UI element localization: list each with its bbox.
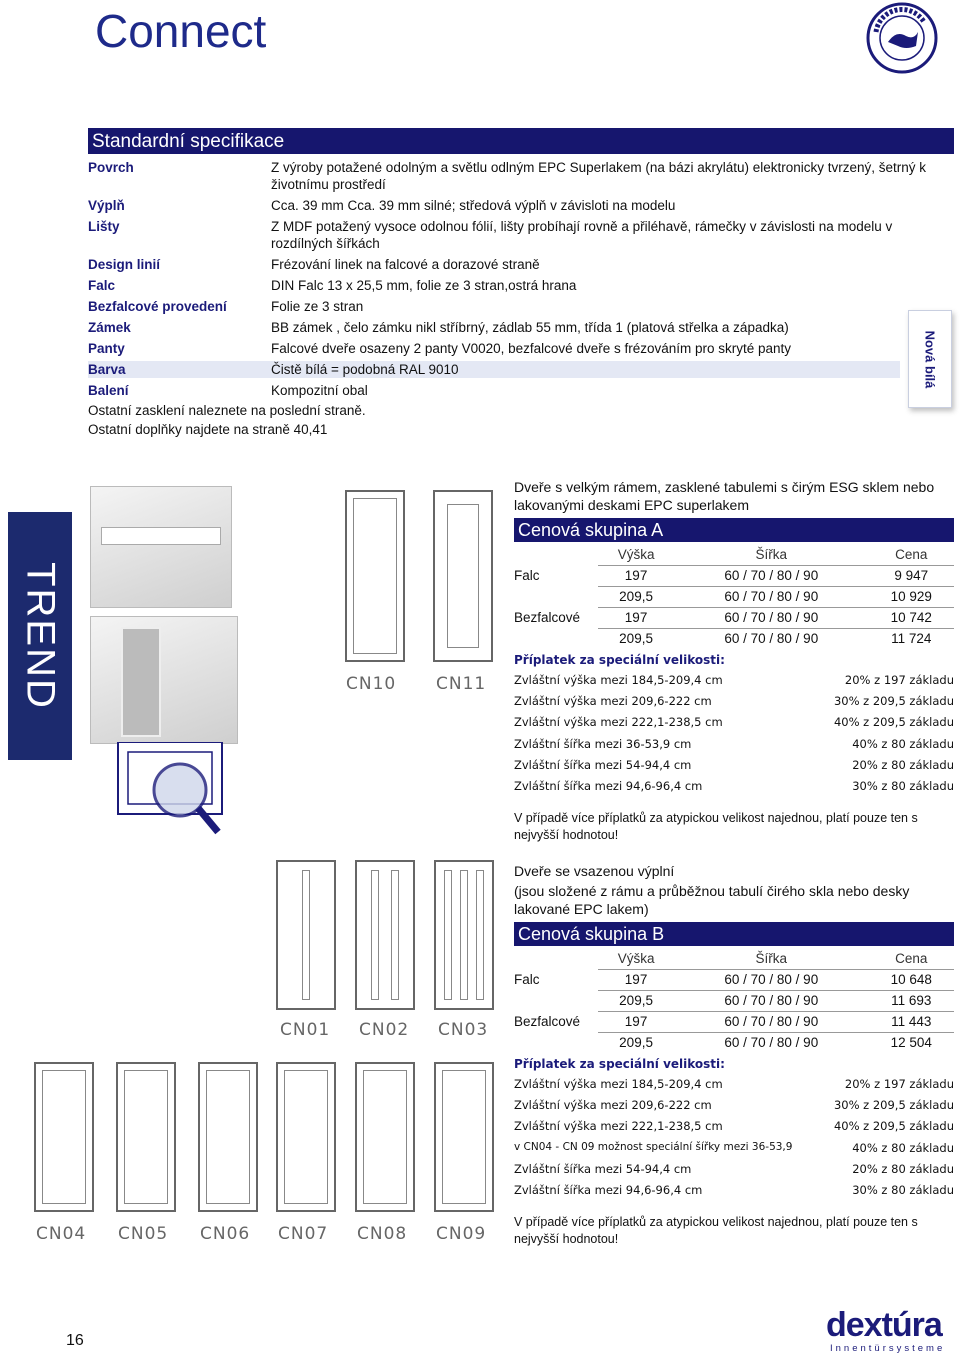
logo-tagline: Innentürsysteme bbox=[830, 1343, 946, 1354]
spec-key: Falc bbox=[88, 278, 116, 293]
group-b-footnote: V případě více příplatků za atypickou velikost najednou, platí pouze ten s nejvyšší hodnotou! bbox=[514, 1215, 918, 1247]
surcharge-label: Zvláštní výška mezi 209,6-222 cm bbox=[514, 1098, 712, 1113]
spec-row-listy bbox=[88, 218, 954, 252]
page-title: Connect bbox=[95, 5, 267, 57]
group-b-price-table bbox=[514, 948, 954, 1053]
surcharge-row bbox=[514, 1119, 954, 1140]
spec-value: Folie ze 3 stran bbox=[271, 299, 364, 314]
group-b-heading: Cenová skupina B bbox=[514, 922, 954, 946]
spec-value: Frézování linek na falcové a dorazové straně bbox=[271, 257, 540, 272]
surcharge-label: Zvláštní šířka mezi 94,6-96,4 cm bbox=[514, 1182, 703, 1197]
surcharge-label: Zvláštní výška mezi 222,1-238,5 cm bbox=[514, 1119, 723, 1134]
col-width: Šířka bbox=[755, 546, 788, 562]
surcharge-value: 40% z 80 základu bbox=[852, 736, 954, 751]
row-type bbox=[514, 628, 598, 649]
row-height: 197 bbox=[598, 1011, 674, 1032]
spec-row-panty bbox=[88, 340, 954, 357]
row-width: 60 / 70 / 80 / 90 bbox=[674, 1011, 868, 1032]
spec-note-accessories: Ostatní doplňky najdete na straně 40,41 bbox=[88, 422, 328, 437]
table-row bbox=[514, 565, 954, 586]
surcharge-row bbox=[514, 1098, 954, 1119]
row-type: Bezfalcové bbox=[514, 610, 581, 625]
door-drawing-cn01 bbox=[276, 860, 336, 1010]
group-a-footnote: V případě více příplatků za atypickou velikost najednou, platí pouze ten s nejvyšší hodnotou! bbox=[514, 811, 918, 843]
spec-value: Kompozitní obal bbox=[271, 383, 368, 398]
table-header-row bbox=[514, 544, 954, 565]
surcharge-label: Zvláštní výška mezi 184,5-209,4 cm bbox=[514, 1077, 723, 1091]
new-white-badge bbox=[908, 310, 952, 408]
door-label-cn06: CN06 bbox=[200, 1224, 251, 1244]
table-row bbox=[514, 1032, 954, 1053]
surcharge-row bbox=[514, 694, 954, 715]
row-type bbox=[514, 990, 598, 1011]
col-height: Výška bbox=[617, 546, 655, 562]
surcharge-row bbox=[514, 1141, 954, 1162]
row-width: 60 / 70 / 80 / 90 bbox=[674, 565, 868, 586]
spec-note-glazing: Ostatní zasklení naleznete na poslední straně. bbox=[88, 403, 366, 418]
surcharge-row bbox=[514, 1162, 954, 1183]
surcharge-label: Zvláštní šířka mezi 54-94,4 cm bbox=[514, 757, 692, 772]
surcharge-value: 30% z 209,5 základu bbox=[833, 694, 954, 709]
table-row bbox=[514, 990, 954, 1011]
surcharge-row bbox=[514, 779, 954, 800]
spec-row-design bbox=[88, 256, 954, 273]
surcharge-value: 40% z 80 základu bbox=[852, 1140, 954, 1155]
row-height: 209,5 bbox=[598, 586, 674, 607]
row-width: 60 / 70 / 80 / 90 bbox=[674, 990, 868, 1011]
surcharge-value: 30% z 80 základu bbox=[852, 1182, 954, 1197]
spec-row-povrch bbox=[88, 159, 954, 193]
group-a-intro: Dveře s velkým rámem, zasklené tabulemi s čirým ESG sklem nebo lakovanými deskami EPC superlakem bbox=[514, 479, 935, 513]
price-group-a bbox=[514, 478, 954, 844]
door-drawing-cn06 bbox=[198, 1062, 258, 1212]
door-label-cn04: CN04 bbox=[36, 1224, 87, 1244]
row-width: 60 / 70 / 80 / 90 bbox=[674, 969, 868, 990]
surcharge-label: Zvláštní šířka mezi 36-53,9 cm bbox=[514, 736, 692, 751]
row-width: 60 / 70 / 80 / 90 bbox=[674, 1032, 868, 1053]
door-drawing-cn02 bbox=[355, 860, 415, 1010]
row-type: Falc bbox=[514, 972, 540, 987]
row-height: 209,5 bbox=[598, 628, 674, 649]
door-label-cn07: CN07 bbox=[278, 1224, 329, 1244]
group-b-intro-detail: (jsou složené z rámu a průběžnou tabulí čirého skla nebo desky lakované EPC lakem) bbox=[514, 883, 910, 917]
row-height: 197 bbox=[598, 607, 674, 628]
surcharge-value: 30% z 209,5 základu bbox=[833, 1098, 954, 1113]
door-label-cn02: CN02 bbox=[359, 1020, 410, 1040]
door-drawing-cn09 bbox=[434, 1062, 494, 1212]
surcharge-title: Příplatek za speciální velikosti: bbox=[514, 1057, 725, 1071]
page-number: 16 bbox=[66, 1332, 84, 1349]
row-price: 11 724 bbox=[868, 628, 954, 649]
door-label-cn09: CN09 bbox=[436, 1224, 487, 1244]
table-row bbox=[514, 969, 954, 990]
spec-key: Design linií bbox=[88, 257, 161, 272]
door-drawing-cn03 bbox=[434, 860, 494, 1010]
row-price: 12 504 bbox=[868, 1032, 954, 1053]
door-label-cn01: CN01 bbox=[280, 1020, 331, 1040]
door-drawing-cn08 bbox=[355, 1062, 415, 1212]
magnifier-illustration bbox=[100, 742, 240, 842]
table-row bbox=[514, 607, 954, 628]
row-width: 60 / 70 / 80 / 90 bbox=[674, 628, 868, 649]
spec-key: Barva bbox=[88, 362, 126, 377]
row-height: 197 bbox=[598, 565, 674, 586]
surcharge-value: 20% z 80 základu bbox=[852, 1161, 954, 1176]
row-type: Bezfalcové bbox=[514, 1014, 581, 1029]
door-drawing-cn04 bbox=[34, 1062, 94, 1212]
row-price: 10 929 bbox=[868, 586, 954, 607]
surcharge-value: 20% z 197 základu bbox=[844, 673, 954, 687]
spec-value: Z výroby potažené odolným a světlu odlným EPC Superlakem (na bázi akrylátu) elektronicky tvrzený, šetrný k životnímu prostředí bbox=[271, 160, 927, 192]
spec-row-falc bbox=[88, 277, 954, 294]
table-row bbox=[514, 628, 954, 649]
door-label-cn03: CN03 bbox=[438, 1020, 489, 1040]
spec-key: Panty bbox=[88, 341, 125, 356]
col-width: Šířka bbox=[755, 950, 788, 966]
surcharge-value: 30% z 80 základu bbox=[852, 778, 954, 793]
row-type bbox=[514, 586, 598, 607]
surcharge-title: Příplatek za speciální velikosti: bbox=[514, 653, 725, 667]
row-height: 209,5 bbox=[598, 990, 674, 1011]
trend-label: TREND bbox=[18, 562, 63, 710]
dextura-logo: dextúra bbox=[826, 1306, 942, 1344]
row-width: 60 / 70 / 80 / 90 bbox=[674, 607, 868, 628]
surcharge-row bbox=[514, 715, 954, 736]
spec-key: Povrch bbox=[88, 160, 134, 175]
surcharge-label: Zvláštní výška mezi 184,5-209,4 cm bbox=[514, 673, 723, 687]
surcharge-row bbox=[514, 758, 954, 779]
spec-value: Cca. 39 mm Cca. 39 mm silné; středová výplň v závisloti na modelu bbox=[271, 198, 676, 213]
spec-section bbox=[88, 128, 954, 439]
detail-photo-glass bbox=[90, 616, 238, 744]
door-drawing-cn10 bbox=[345, 490, 405, 662]
spec-key: Zámek bbox=[88, 320, 131, 335]
table-row bbox=[514, 1011, 954, 1032]
row-price: 10 742 bbox=[868, 607, 954, 628]
spec-row-barva bbox=[88, 361, 900, 378]
spec-key: Bezfalcové provedení bbox=[88, 299, 227, 314]
group-a-price-table bbox=[514, 544, 954, 649]
col-height: Výška bbox=[617, 950, 655, 966]
spec-value: Falcové dveře osazeny 2 panty V0020, bezfalcové dveře s frézováním pro skryté panty bbox=[271, 341, 792, 356]
surcharge-label: v CN04 - CN 09 možnost speciální šířky mezi 36-53,9 bbox=[514, 1140, 793, 1153]
surcharge-label: Zvláštní výška mezi 222,1-238,5 cm bbox=[514, 715, 723, 730]
surcharge-value: 20% z 197 základu bbox=[844, 1077, 954, 1091]
spec-row-baleni bbox=[88, 382, 954, 399]
row-type: Falc bbox=[514, 568, 540, 583]
detail-photo-frame bbox=[90, 486, 232, 608]
row-height: 197 bbox=[598, 969, 674, 990]
spec-value: Z MDF potažený vysoce odolnou fólií, lišty probíhají rovně a přiléhavě, rámečky v závislosti na modelu v rozdílných šířkách bbox=[271, 219, 893, 251]
spec-key: Výplň bbox=[88, 198, 125, 213]
surcharge-row bbox=[514, 737, 954, 758]
group-b-intro: Dveře se vsazenou výplní bbox=[514, 863, 675, 879]
superlack-seal-logo bbox=[866, 2, 938, 74]
row-price: 11 443 bbox=[868, 1011, 954, 1032]
row-price: 9 947 bbox=[868, 565, 954, 586]
surcharge-value: 40% z 209,5 základu bbox=[833, 715, 954, 730]
door-drawing-cn05 bbox=[116, 1062, 176, 1212]
table-header-row bbox=[514, 948, 954, 969]
door-label-cn08: CN08 bbox=[357, 1224, 408, 1244]
surcharge-label: Zvláštní výška mezi 209,6-222 cm bbox=[514, 694, 712, 709]
row-type bbox=[514, 1032, 598, 1053]
spec-row-zamek bbox=[88, 319, 954, 336]
group-a-heading: Cenová skupina A bbox=[514, 518, 954, 542]
spec-value: BB zámek , čelo zámku nikl stříbrný, zádlab 55 mm, třída 1 (platová střelka a západka) bbox=[271, 320, 789, 335]
col-price: Cena bbox=[895, 546, 928, 562]
door-label-cn10: CN10 bbox=[346, 674, 397, 694]
row-width: 60 / 70 / 80 / 90 bbox=[674, 586, 868, 607]
spec-value: DIN Falc 13 x 25,5 mm, folie ze 3 stran,ostrá hrana bbox=[271, 278, 577, 293]
surcharge-row bbox=[514, 1183, 954, 1204]
door-label-cn11: CN11 bbox=[436, 674, 487, 694]
door-label-cn05: CN05 bbox=[118, 1224, 169, 1244]
row-price: 10 648 bbox=[868, 969, 954, 990]
col-price: Cena bbox=[895, 950, 928, 966]
surcharge-row bbox=[514, 1077, 954, 1098]
spec-key: Balení bbox=[88, 383, 129, 398]
spec-value: Čistě bílá = podobná RAL 9010 bbox=[271, 362, 459, 377]
surcharge-value: 20% z 80 základu bbox=[852, 757, 954, 772]
row-price: 11 693 bbox=[868, 990, 954, 1011]
price-group-b bbox=[514, 862, 954, 1248]
spec-heading: Standardní specifikace bbox=[88, 128, 954, 154]
door-drawing-cn11 bbox=[433, 490, 493, 662]
spec-row-bezfalc bbox=[88, 298, 954, 315]
badge-label: Nová bílá bbox=[922, 330, 938, 388]
surcharge-label: Zvláštní šířka mezi 54-94,4 cm bbox=[514, 1161, 692, 1176]
surcharge-value: 40% z 209,5 základu bbox=[833, 1119, 954, 1134]
door-drawing-cn07 bbox=[276, 1062, 336, 1212]
spec-row-vypln bbox=[88, 197, 954, 214]
row-height: 209,5 bbox=[598, 1032, 674, 1053]
spec-key: Lišty bbox=[88, 219, 120, 234]
table-row bbox=[514, 586, 954, 607]
surcharge-row bbox=[514, 673, 954, 694]
surcharge-label: Zvláštní šířka mezi 94,6-96,4 cm bbox=[514, 778, 703, 793]
